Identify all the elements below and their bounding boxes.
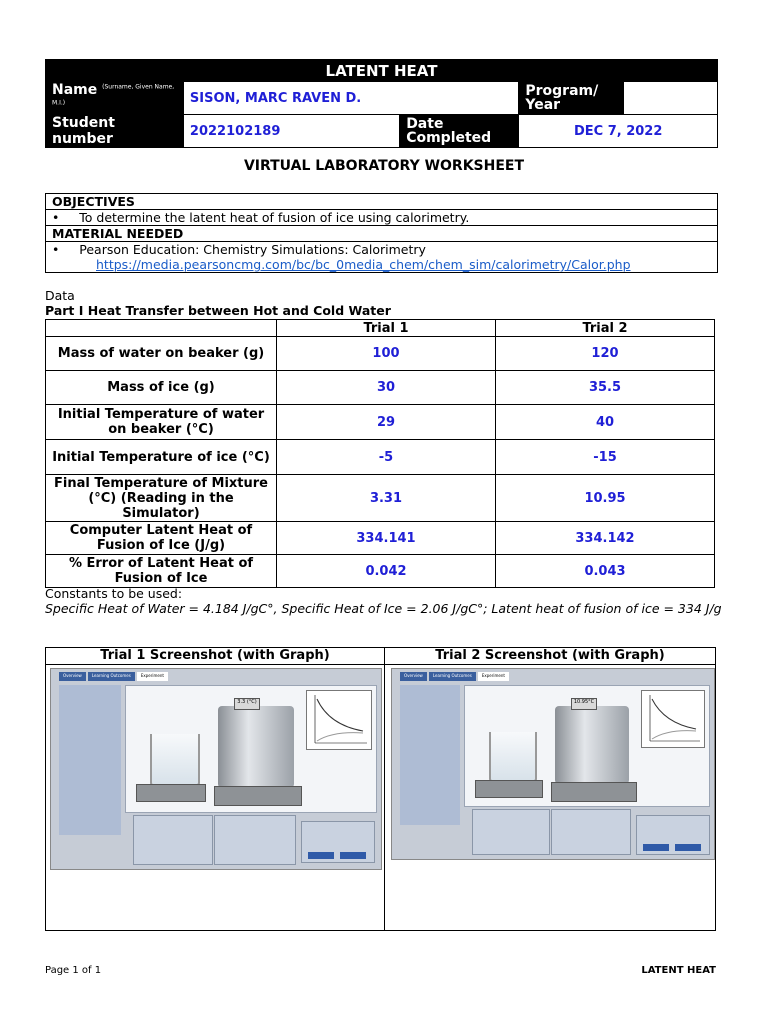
materials-item: • Pearson Education: Chemistry Simulations: Calorimetry https://media.pearsoncmg.com/bc/bc_0media_chem/chem_sim/calorimetry/Calor.php <box>46 242 718 273</box>
table-row: Mass of water on beaker (g) 100 120 <box>46 337 715 371</box>
right-scale <box>551 782 637 802</box>
trial2-screenshot-cell <box>385 665 716 931</box>
table-row: Initial Temperature of water on beaker (°C) 29 40 <box>46 405 715 440</box>
liquid-controls <box>472 809 550 855</box>
sim-instructions <box>59 685 121 835</box>
graph-curves <box>307 691 371 749</box>
temperature-graph <box>641 690 705 748</box>
col-header-trial1: Trial 1 <box>277 320 496 337</box>
data-section-label <box>45 288 391 318</box>
trial1-screenshot-title: Trial 1 Screenshot (with Graph) <box>46 648 385 665</box>
constants-text: Specific Heat of Water = 4.184 J/gC°, Specific Heat of Ice = 2.06 J/gC°; Latent heat of fusion of ice = 334 J/g <box>45 601 722 616</box>
trial2-simulator-screenshot <box>391 668 715 860</box>
right-scale <box>214 786 302 806</box>
sim-stage <box>464 685 710 807</box>
date-label: Date Completed <box>400 115 519 148</box>
program-label: Program/ Year <box>519 82 624 115</box>
run-experiment-panel <box>301 821 375 863</box>
graph-curves <box>642 691 704 747</box>
replay-button[interactable] <box>643 844 669 851</box>
solid-controls <box>133 815 213 865</box>
col-header-blank <box>46 320 277 337</box>
temperature-graph <box>306 690 372 750</box>
calorimeter-icon <box>555 706 629 784</box>
document-title: LATENT HEAT <box>46 60 718 82</box>
page-number: Page 1 of 1 <box>45 965 102 976</box>
trial2-screenshot-title: Trial 2 Screenshot (with Graph) <box>385 648 716 665</box>
table-row: Mass of ice (g) 30 35.5 <box>46 371 715 405</box>
trial1-simulator-screenshot <box>50 668 382 870</box>
run-experiment-panel <box>636 815 710 855</box>
table-row: Final Temperature of Mixture (°C) (Reading in the Simulator) 3.31 10.95 <box>46 475 715 522</box>
table-row: Computer Latent Heat of Fusion of Ice (J/g) 334.141 334.142 <box>46 522 715 555</box>
date-value: DEC 7, 2022 <box>519 115 718 148</box>
beaker-icon <box>150 734 200 786</box>
part-title: Part I Heat Transfer between Hot and Cold Water <box>45 303 391 318</box>
footer-title: LATENT HEAT <box>641 965 716 976</box>
col-header-trial2: Trial 2 <box>496 320 715 337</box>
sim-tabs: Overview Learning Outcomes Experiment <box>59 672 168 681</box>
temperature-readout: 10.95°C <box>571 698 597 710</box>
sim-tabs: Overview Learning Outcomes Experiment <box>400 672 509 681</box>
sim-instructions <box>400 685 460 825</box>
constants-label: Constants to be used: <box>45 586 183 601</box>
replay-button[interactable] <box>308 852 334 859</box>
trial1-screenshot-cell <box>46 665 385 931</box>
worksheet-title: VIRTUAL LABORATORY WORKSHEET <box>243 158 525 174</box>
liquid-controls-2 <box>551 809 631 855</box>
student-number-label: Student number <box>46 115 184 148</box>
beaker-icon <box>489 732 537 782</box>
temperature-readout: 3.3 (°C) <box>234 698 260 710</box>
materials-heading: MATERIAL NEEDED <box>46 226 718 242</box>
calorimeter-icon <box>218 706 294 788</box>
sim-stage <box>125 685 377 813</box>
objectives-table <box>45 193 718 273</box>
table-row: Initial Temperature of ice (°C) -5 -15 <box>46 440 715 475</box>
left-scale <box>136 784 206 802</box>
liquid-controls <box>214 815 296 865</box>
reset-button[interactable] <box>675 844 701 851</box>
student-number-value: 2022102189 <box>183 115 399 148</box>
program-value <box>624 82 718 115</box>
name-value: SISON, MARC RAVEN D. <box>183 82 518 115</box>
materials-link[interactable]: https://media.pearsoncmg.com/bc/bc_0media_chem/chem_sim/calorimetry/Calor.php <box>96 257 631 272</box>
name-label: Name $^{(Surname, Given Name, M.I.)}$ <box>46 82 184 115</box>
objectives-item: • To determine the latent heat of fusion of ice using calorimetry. <box>46 210 718 226</box>
reset-button[interactable] <box>340 852 366 859</box>
left-scale <box>475 780 543 798</box>
screenshot-table <box>45 647 716 931</box>
table-row: % Error of Latent Heat of Fusion of Ice 0.042 0.043 <box>46 555 715 588</box>
constants-section <box>45 586 725 616</box>
header-table <box>45 59 718 148</box>
data-table <box>45 319 715 588</box>
objectives-heading: OBJECTIVES <box>46 194 718 210</box>
data-label: Data <box>45 288 75 303</box>
